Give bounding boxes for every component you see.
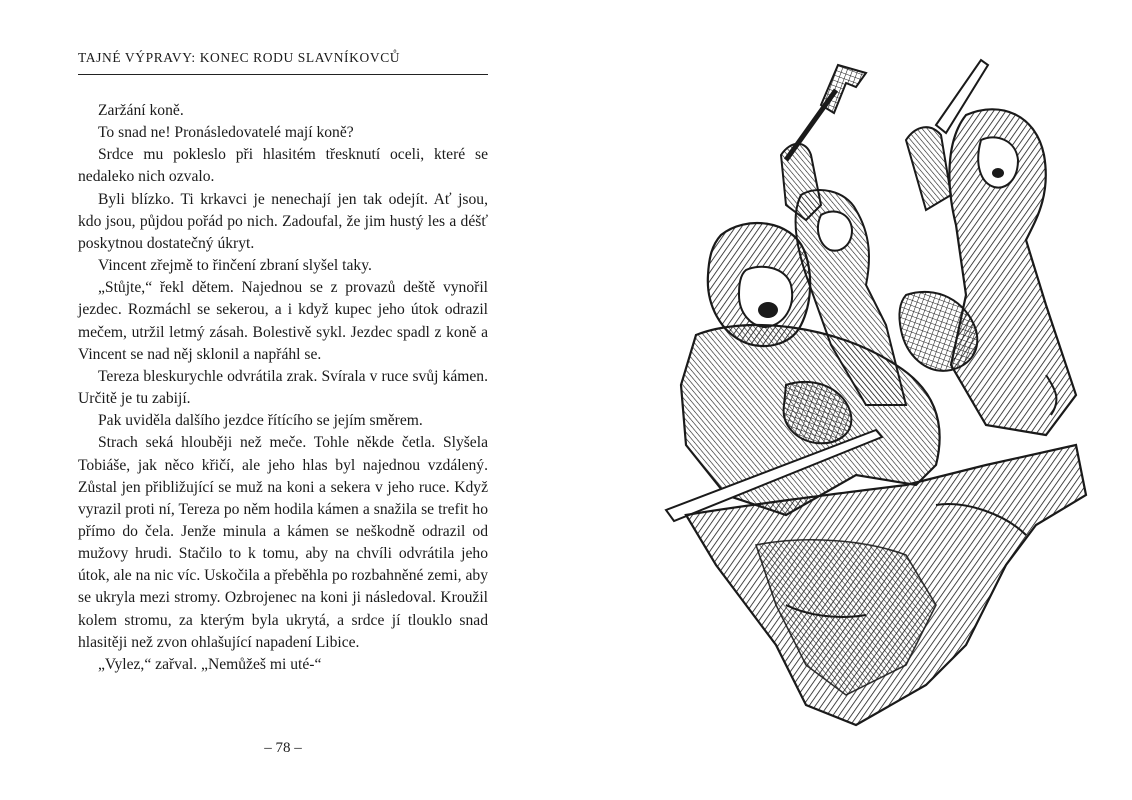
paragraph: Zaržání koně.: [98, 102, 184, 119]
rear-warrior: [906, 60, 1076, 435]
paragraph: To snad ne! Pronásledovatelé mají koně?: [98, 124, 354, 142]
paragraph: Tereza bleskurychle odvrátila zrak. Svírala v ruce svůj kámen. Určitě je tu zabijí.: [78, 367, 488, 408]
paragraph: Pak uviděla dalšího jezdce řítícího se jejím směrem.: [98, 412, 423, 430]
right-page: [566, 0, 1132, 800]
paragraph: „Vylez,“ zařval. „Nemůžeš mi uté-“: [98, 655, 322, 673]
paragraph: Strach seká hlouběji než meče. Tohle někde četla. Slyšela Tobiáše, jak něco křičí, ale jeho hlas byl najednou vzdálený. Zůstal jen přibližující se muž na koni a sekera v jeho ruce. Když vyrazil proti ní, Tereza po něm hodila kámen a snažila se trefit ho přímo do čela. Jenže minula a kámen se neškodně odrazil od mužovy hrudi. Stačilo to k tomu, aby na chvíli odvrátila jeho útok, ale na nic víc. Uskočila a přeběhla po rozbahněné zemi, aby se ukryla mezi stromy. Ozbrojenec na koni ji následoval. Kroužil kolem stromu, za kterým byla ukrytá, a srdce jí tlouklo snad hlasitěji než zvon ohlašující napadení Libice.: [78, 434, 488, 651]
paragraph: Srdce mu pokleslo při hlasitém třesknutí oceli, které se nedaleko nich ozvalo.: [78, 146, 488, 186]
running-head: TAJNÉ VÝPRAVY: KONEC RODU SLAVNÍKOVCŮ: [78, 50, 401, 65]
header-rule: [78, 74, 488, 75]
warriors-illustration: [606, 45, 1106, 735]
paragraph: Vincent zřejmě to řinčení zbraní slyšel taky.: [98, 257, 372, 275]
page-number: – 78 –: [264, 740, 302, 756]
body-text: [78, 100, 488, 676]
warriors-drawing: [606, 45, 1106, 735]
paragraph: „Stůjte,“ řekl dětem. Najednou se z provazů deště vynořil jezdec. Rozmáchl se sekerou, a i když kupec jeho útok odrazil mečem, utržil letmý zásah. Bolestivě sykl. Jezdec spadl z koně a Vincent se nad něj sklonil a napřáhl se.: [78, 279, 488, 363]
paragraph: Byli blízko. Ti krkavci je nenechají jen tak odejít. Ať jsou, kdo jsou, půjdou pořád po nich. Zadoufal, že jim hustý les a déšť poskytnou dostatečný úkryt.: [78, 190, 488, 252]
